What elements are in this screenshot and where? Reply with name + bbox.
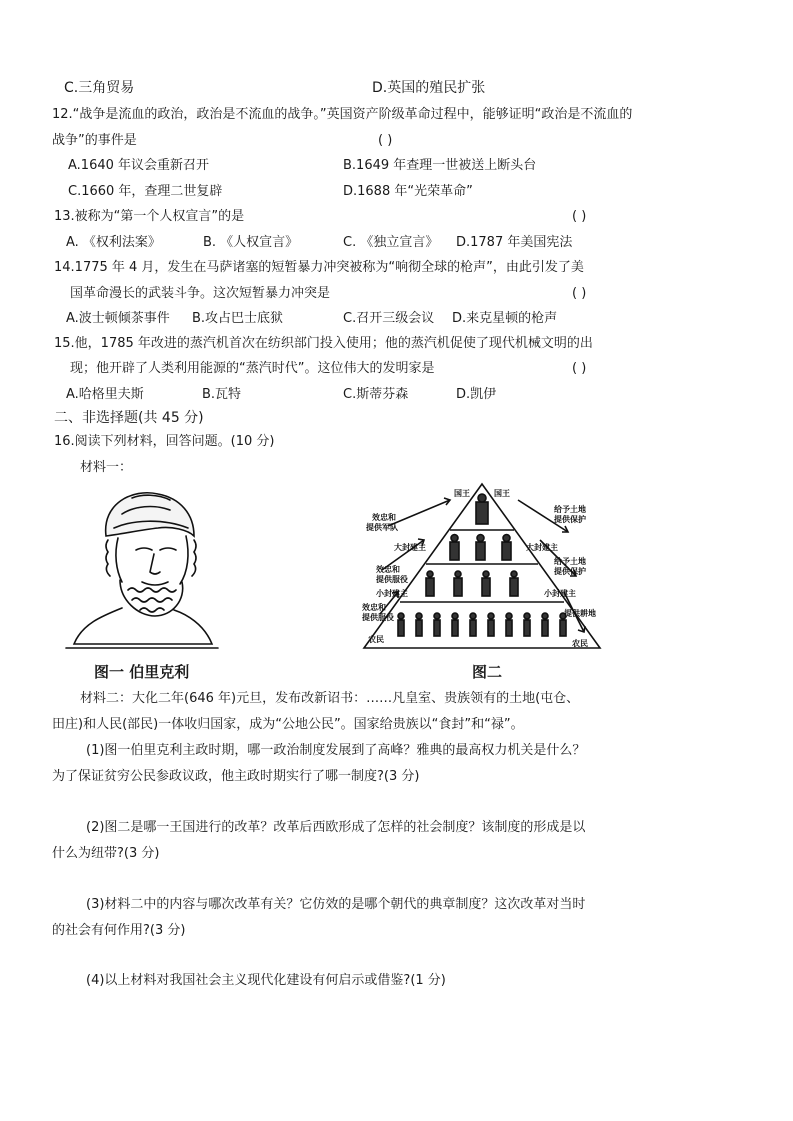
q14-option-b: B.攻占巴士底狱 [192,311,284,326]
pyramid-left2a: 效忠和 [376,565,400,574]
q11-option-c: C.三角贸易 [64,80,135,96]
q13-option-a: A. 《权利法案》 [66,235,161,250]
q15-stem-line2: 现；他开辟了人类利用能源的“蒸汽时代”。这位伟大的发明家是 [70,361,435,376]
pyramid-right2a: 给予土地 [554,557,586,566]
q16-sub2-line1: (2)图二是哪一王国进行的改革？改革后西欧形成了怎样的社会制度？该制度的形成是以 [86,820,586,835]
q14-stem-line2: 国革命漫长的武装斗争。这次短暂暴力冲突是 [70,286,331,301]
q12-option-c: C.1660 年，查理二世复辟 [68,184,223,199]
q14-option-d: D.来克星顿的枪声 [452,311,558,326]
pyramid-small-lord-left: 小封建主 [376,589,408,598]
section2-heading: 二、非选择题(共 45 分) [54,410,204,426]
pyramid-left3b: 提供服役 [362,613,394,622]
pyramid-king-right: 国王 [494,489,510,498]
q14-answer-paren: ( ) [572,286,587,301]
q14-option-c: C.召开三级会议 [343,311,435,326]
q12-stem-line2: 战争”的事件是 [52,133,137,148]
pericles-bust-figure [62,484,222,654]
pyramid-left1a: 效忠和 [372,513,396,522]
q16-sub4-line1: (4)以上材料对我国社会主义现代化建设有何启示或借鉴?(1 分) [86,973,446,988]
pyramid-right1a: 给予土地 [554,505,586,514]
q16-material2-line1: 材料二：大化二年(646 年)元旦，发布改新诏书：……凡皇室、贵族领有的土地(屯仓、 [80,691,580,706]
q15-answer-paren: ( ) [572,361,587,376]
q11-option-d: D.英国的殖民扩张 [372,80,486,96]
q16-stem: 16.阅读下列材料，回答问题。(10 分) [54,434,275,449]
pyramid-peasant-left: 农民 [368,635,384,644]
feudal-pyramid-figure [358,482,608,654]
q15-stem-line1: 15.他，1785 年改进的蒸汽机首次在纺织部门投入使用；他的蒸汽机促使了现代机械文明的出 [54,336,593,351]
q16-material2-line2: 田庄)和人民(部民)一体收归国家，成为“公地公民”。国家给贵族以“食封”和“禄”。 [52,717,524,732]
q12-answer-paren: ( ) [378,133,393,148]
pyramid-right1b: 提供保护 [554,515,586,524]
q15-option-b: B.瓦特 [202,387,242,402]
q13-option-d: D.1787 年美国宪法 [456,235,573,250]
q12-option-b: B.1649 年查理一世被送上断头台 [343,158,537,173]
pyramid-left1b: 提供军队 [366,523,398,532]
pyramid-king-left: 国王 [454,489,470,498]
pyramid-right3: 提供耕地 [564,609,596,618]
q15-option-a: A.哈格里夫斯 [66,387,144,402]
pyramid-peasant-right: 农民 [572,639,588,648]
pyramid-left2b: 提供服役 [376,575,408,584]
q13-option-c: C. 《独立宣言》 [343,235,439,250]
q14-stem-line1: 14.1775 年 4 月，发生在马萨诸塞的短暂暴力冲突被称为“响彻全球的枪声”，由此引发了美 [54,260,584,275]
q16-sub2-line2: 什么为纽带?(3 分) [52,846,160,861]
q12-option-a: A.1640 年议会重新召开 [68,158,210,173]
q12-stem-line1: 12.“战争是流血的政治，政治是不流血的战争。”英国资产阶级革命过程中，能够证明“政治是不流血的 [52,107,633,122]
q16-sub1-line2: 为了保证贫穷公民参政议政，他主政时期实行了哪一制度?(3 分) [52,769,420,784]
q16-sub1-line1: (1)图一伯里克利主政时期，哪一政治制度发展到了高峰？雅典的最高权力机关是什么？ [86,743,586,758]
q13-answer-paren: ( ) [572,209,587,224]
q16-sub3-line1: (3)材料二中的内容与哪次改革有关？它仿效的是哪个朝代的典章制度？这次改革对当时 [86,897,586,912]
pyramid-great-lord-left: 大封建主 [394,543,426,552]
q13-option-b: B. 《人权宣言》 [203,235,299,250]
q13-stem: 13.被称为“第一个人权宣言”的是 [54,209,245,224]
pyramid-right2b: 提供保护 [554,567,586,576]
pyramid-left3a: 效忠和 [362,603,386,612]
q15-option-d: D.凯伊 [456,387,497,402]
figure1-caption: 图一 伯里克利 [94,663,190,681]
q14-option-a: A.波士顿倾茶事件 [66,311,170,326]
q12-option-d: D.1688 年“光荣革命” [343,184,473,199]
pyramid-small-lord-right: 小封建主 [544,589,576,598]
pyramid-great-lord-right: 大封建主 [526,543,558,552]
figure2-caption: 图二 [472,663,503,681]
q16-material1-label: 材料一： [80,460,133,475]
q16-sub3-line2: 的社会有何作用?(3 分) [52,923,186,938]
q15-option-c: C.斯蒂芬森 [343,387,409,402]
